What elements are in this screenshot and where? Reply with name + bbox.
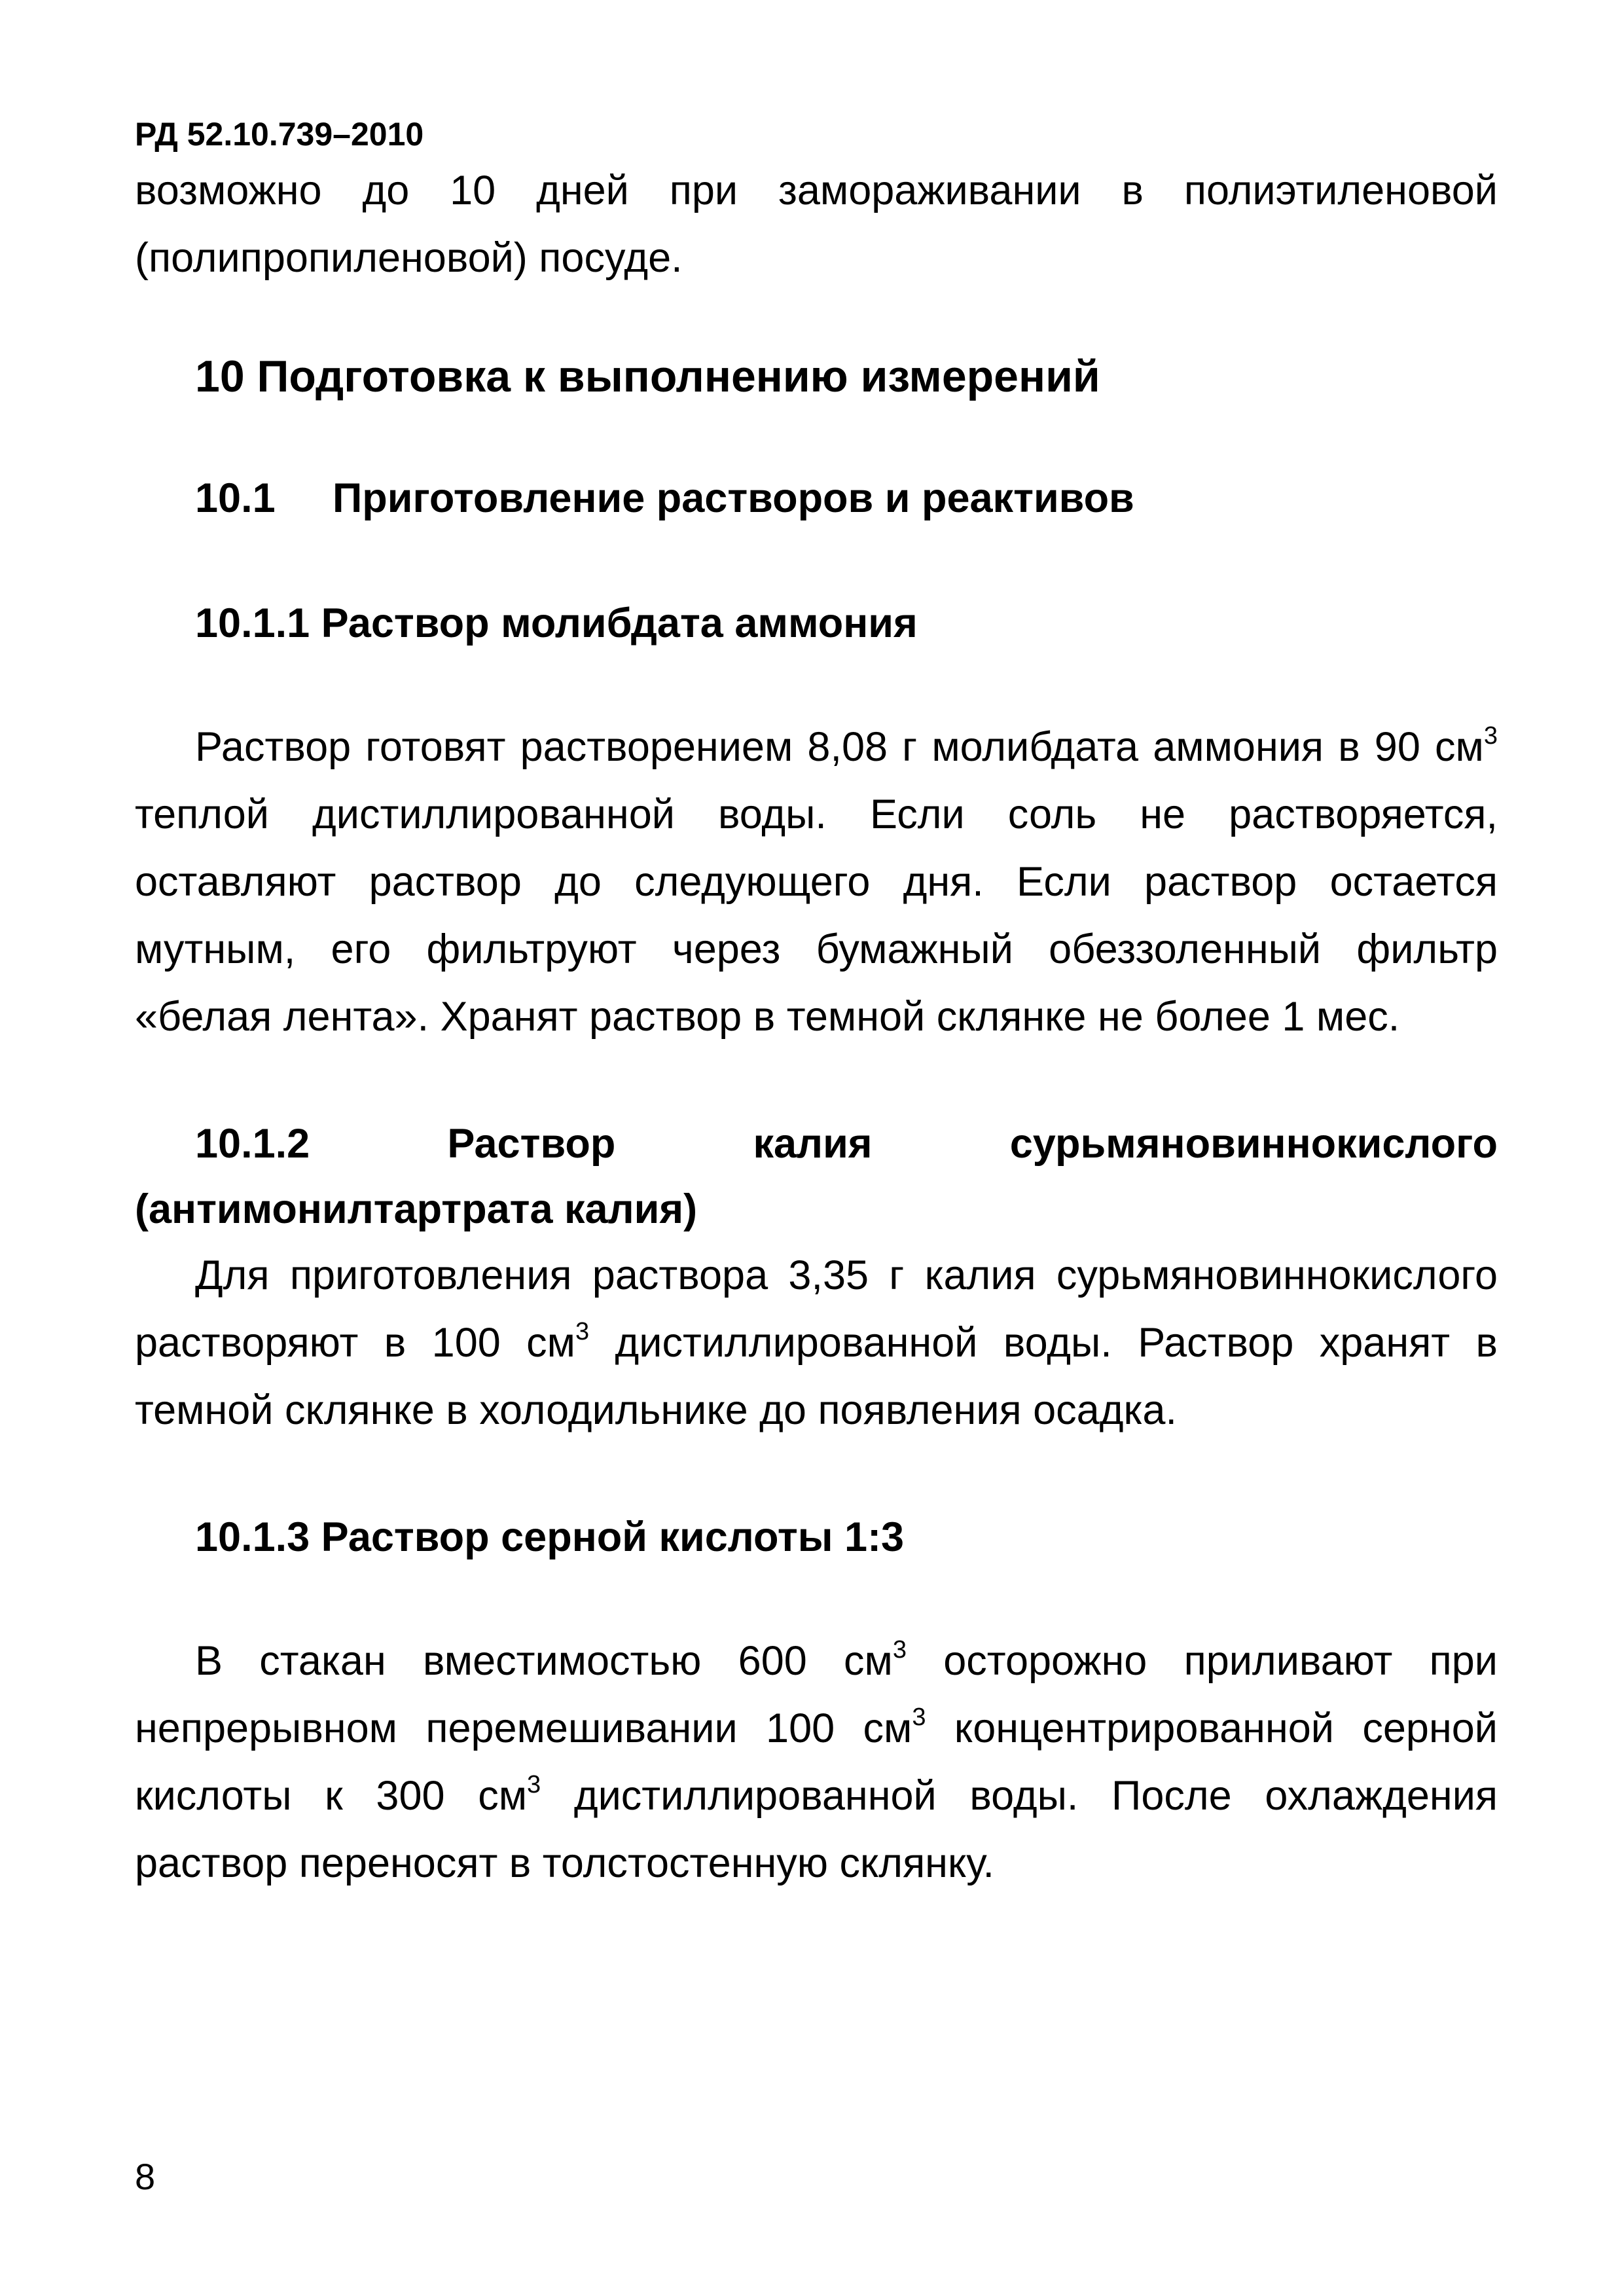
item-10-1-3-sup-a: 3 (892, 1636, 907, 1664)
item-10-1-3-text-b: осторожно приливают при непрерывном перемешивании 100 см (135, 1638, 1498, 1751)
item-10-1-2-paragraph (135, 1242, 1498, 1444)
section-10-heading: 10 Подготовка к выполнению измерений (195, 352, 1100, 401)
item-10-1-3-sup-c: 3 (527, 1771, 541, 1798)
item-10-1-1-sup-a: 3 (1483, 722, 1498, 750)
item-10-1-1-text-b: теплой дистиллированной воды. Если соль не растворяется, оставляют раствор до следующего дня. Если раствор остается мутным, его фильтруют через бумажный обеззоленный фильтр «белая лента». Хранят раствор в темной склянке не более 1 мес. (135, 792, 1498, 1040)
item-10-1-1-text-a: Раствор готовят растворением 8,08 г молибдата аммония в 90 см (195, 724, 1484, 770)
item-10-1-2-sup-a: 3 (575, 1318, 590, 1345)
item-10-1-3-heading: 10.1.3 Раствор серной кислоты 1:3 (195, 1514, 905, 1560)
item-10-1-1-heading: 10.1.1 Раствор молибдата аммония (195, 600, 918, 646)
item-10-1-1-paragraph (135, 714, 1498, 1051)
page-number: 8 (135, 2156, 156, 2197)
section-10-1-heading (135, 469, 1498, 528)
document-code: РД 52.10.739–2010 (135, 116, 424, 153)
item-10-1-3-text-d: дистиллированной воды. После охлаждения раствор переносят в толстостенную склянку. (135, 1773, 1498, 1886)
document-page (135, 111, 1498, 1897)
item-10-1-2-text-a: Для приготовления раствора 3,35 г калия сурьмяновиннокислого растворяют в 100 см (135, 1252, 1498, 1366)
intro-line-1: возможно до 10 дней при замораживании в полиэтиленовой (135, 168, 1498, 213)
section-10-1-number: 10.1 (195, 475, 276, 521)
intro-line-2: (полипропиленовой) посуде. (135, 235, 683, 281)
item-10-1-3-text-c: концентрированной серной кислоты к 300 см (135, 1705, 1498, 1819)
item-10-1-3-sup-b: 3 (912, 1704, 926, 1731)
item-10-1-3-paragraph (135, 1628, 1498, 1897)
section-10-1-title: Приготовление растворов и реактивов (333, 475, 1134, 521)
item-10-1-2-text-b: дистиллированной воды. Раствор хранят в темной склянке в холодильнике до появления осадка. (135, 1320, 1498, 1433)
item-10-1-2-heading: 10.1.2 Раствор калия сурьмяновиннокислого (антимонилтартрата калия) (135, 1121, 1498, 1232)
item-10-1-3-text-a: В стакан вместимостью 600 см (195, 1638, 893, 1684)
